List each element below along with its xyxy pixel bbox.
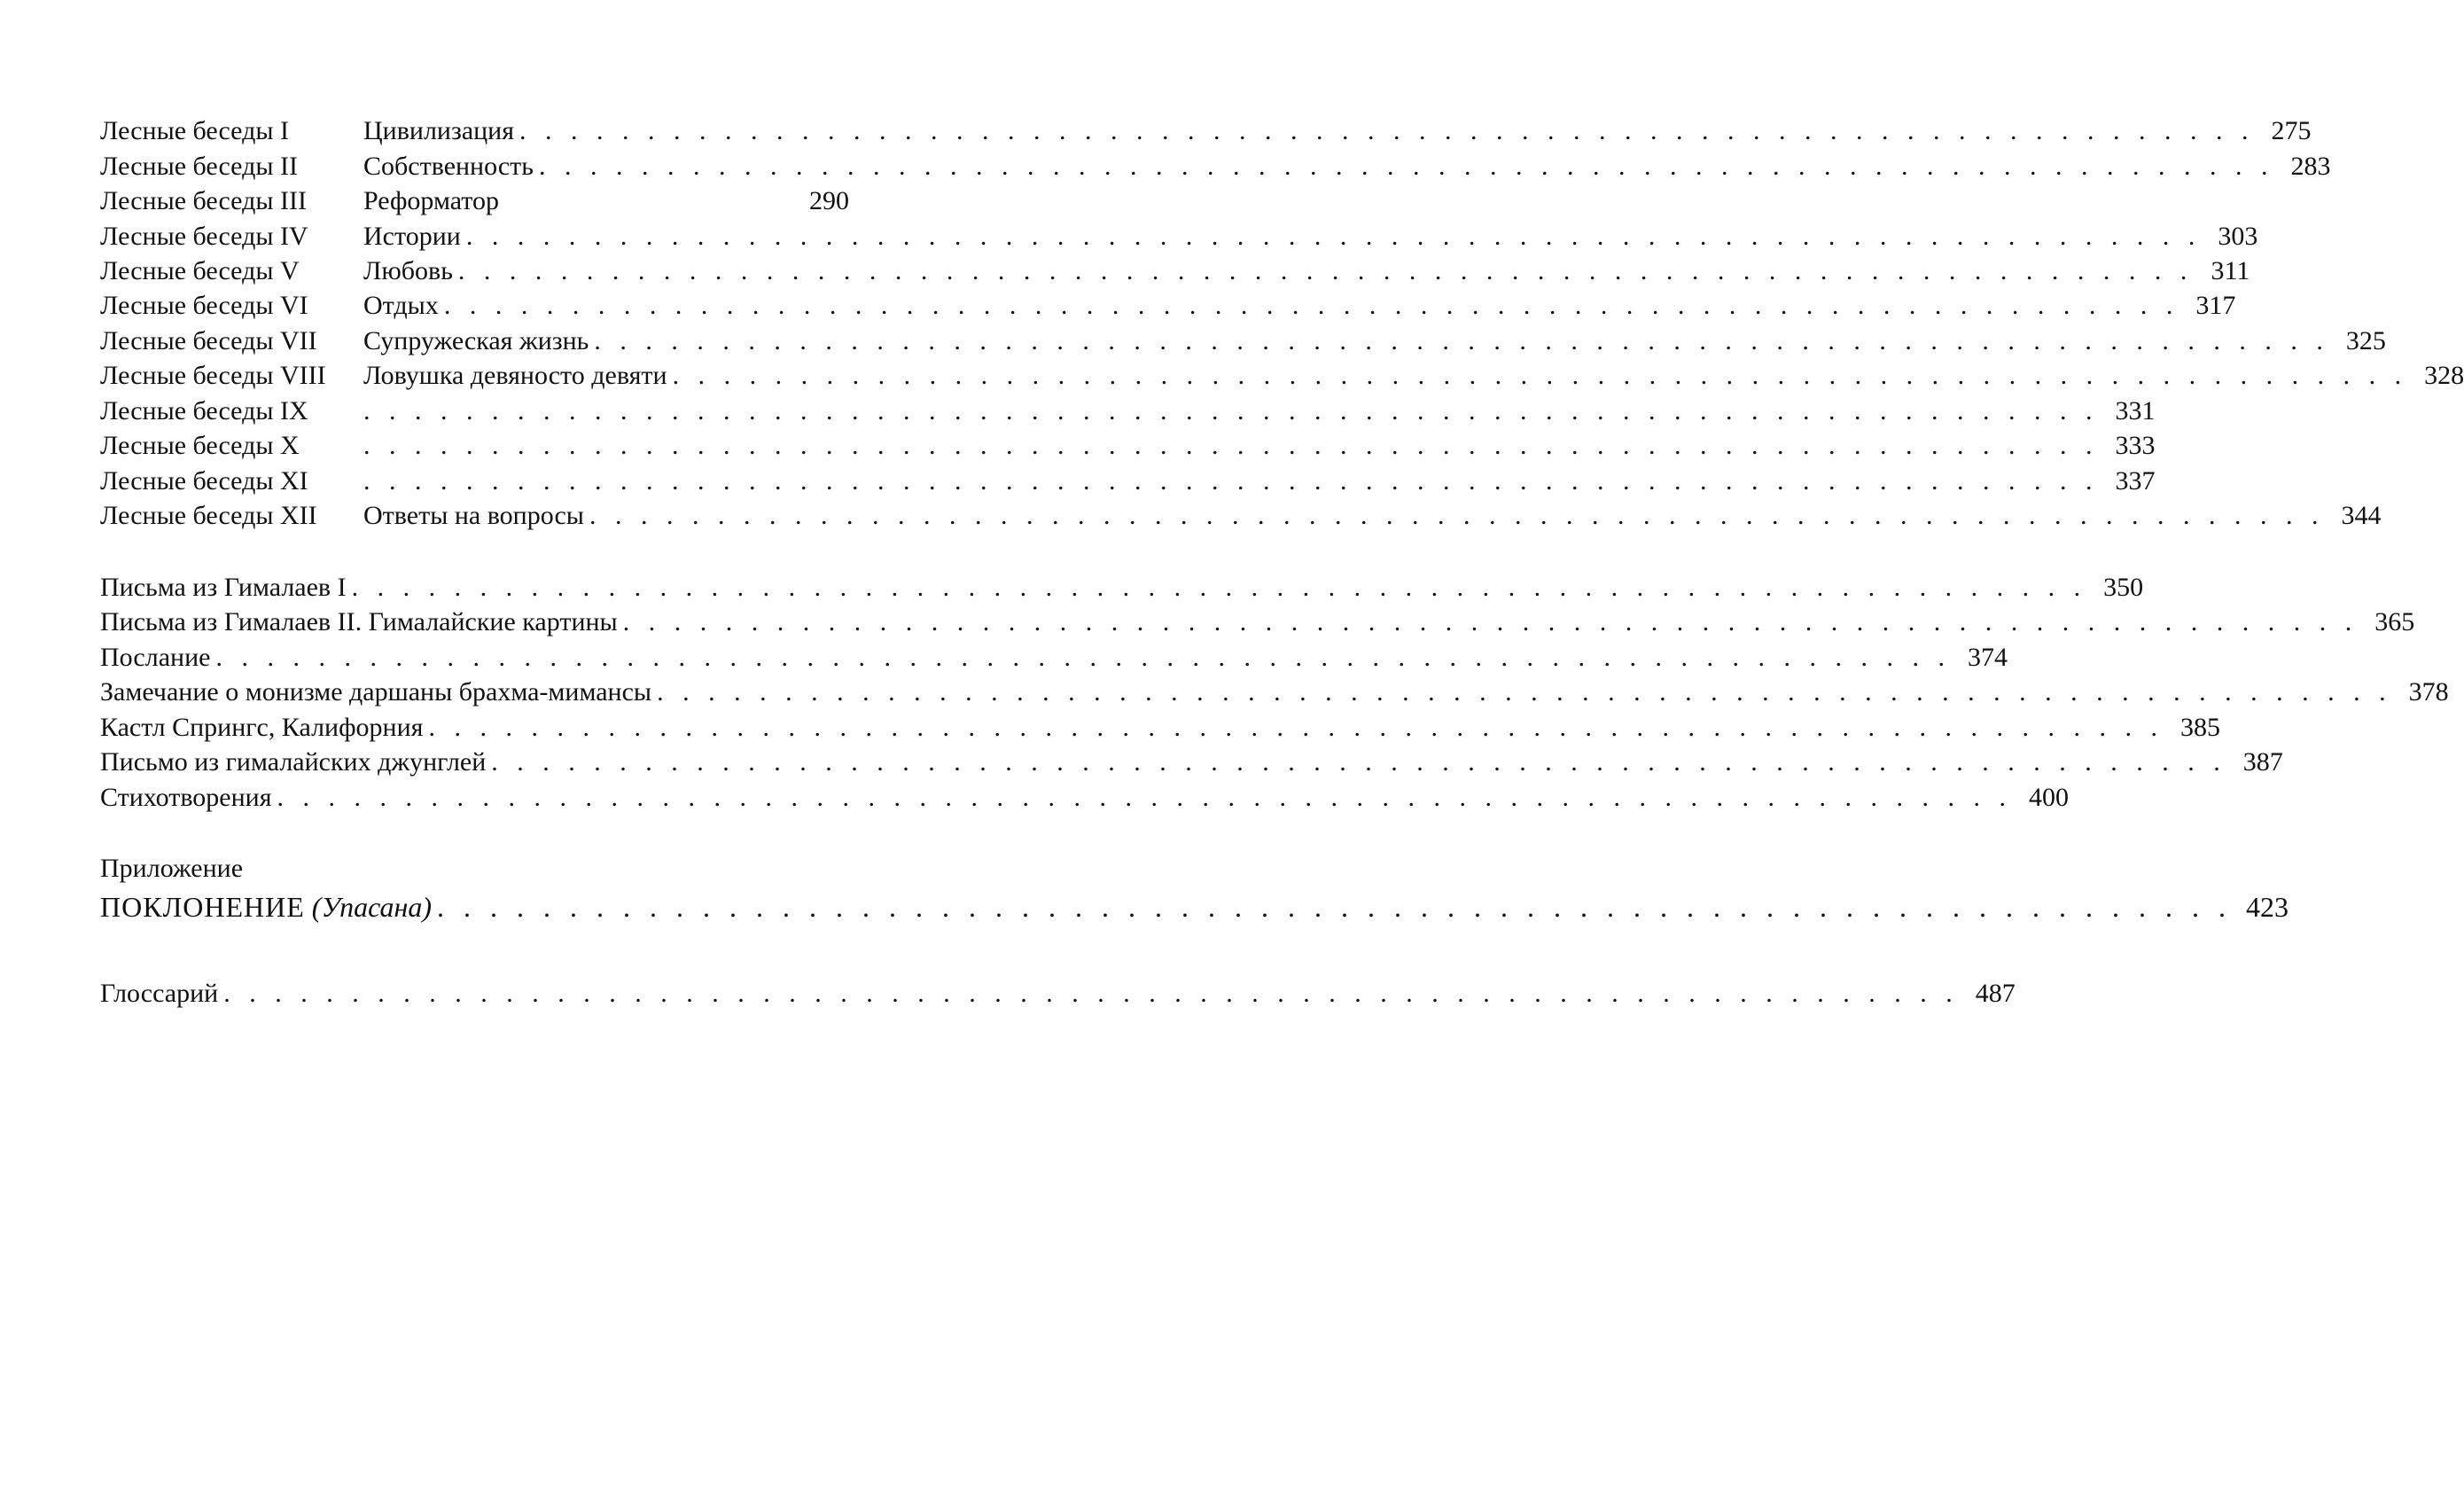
leader-dots: . . . . . . . . . . . . . . . . . . . . . . . . . . . . . . . . . . . . . . . . . . . . . . . . . . . . . . . . . . . . . . . . . . . .: [672, 361, 2408, 390]
toc-row-forest-talk-11[interactable]: [100, 464, 2156, 499]
toc-row-forest-talk-6[interactable]: [100, 288, 2236, 324]
series-label: Лесные беседы IX: [100, 396, 308, 426]
toc-row-forest-talk-3[interactable]: [100, 183, 849, 219]
leader-dots: . . . . . . . . . . . . . . . . . . . . . . . . . . . . . . . . . . . . . . . . . . . . . . . . . . . . . . . . . . . . . . . . . . . .: [223, 979, 1959, 1008]
entry-title: Письма из Гималаев II. Гималайские картины: [100, 605, 623, 640]
page-number: 290: [792, 183, 849, 219]
entry-title: Кастл Спрингс, Калифорния: [100, 710, 428, 746]
page-number: 325: [2329, 324, 2386, 359]
leader-dots: . . . . . . . . . . . . . . . . . . . . . . . . . . . . . . . . . . . . . . . . . . . . . . . . . . . . . . . . . . . . . . . . . . . .: [443, 291, 2179, 320]
toc-row-forest-talk-10[interactable]: [100, 428, 2156, 464]
leader-dots: . . . . . . . . . . . . . . . . . . . . . . . . . . . . . . . . . . . . . . . . . . . . . . . . . . . . . . . . . . . . . . . . . . . .: [215, 643, 1951, 672]
toc-row-letter-6[interactable]: [100, 745, 2283, 780]
series-label: Лесные беседы I: [100, 116, 289, 145]
series-label: Лесные беседы II: [100, 152, 298, 181]
leader-dots: . . . . . . . . . . . . . . . . . . . . . . . . . . . . . . . . . . . . . . . . . . . . . . . . . . . . . . . . . . . . . . . . . . . .: [363, 466, 2099, 496]
page-number: 378: [2392, 675, 2449, 710]
toc-row-forest-talk-2[interactable]: [100, 149, 2331, 184]
page-number: 303: [2201, 219, 2257, 254]
entry-title: Собственность: [363, 149, 539, 184]
series-label: Лесные беседы VII: [100, 326, 317, 355]
appendix-heading: Приложение: [100, 854, 244, 883]
toc-row-forest-talk-4[interactable]: [100, 219, 2258, 254]
leader-dots: . . . . . . . . . . . . . . . . . . . . . . . . . . . . . . . . . . . . . . . . . . . . . . . . . . . . . . . . . . . . . . . . . . . .: [363, 431, 2099, 460]
page-number: 423: [2232, 888, 2289, 925]
leader-dots: . . . . . . . . . . . . . . . . . . . . . . . . . . . . . . . . . . . . . . . . . . . . . . . . . . . . . . . . . . . . . . . . . . . .: [437, 891, 2232, 923]
page-number: 350: [2086, 570, 2143, 605]
page-number: 365: [2358, 605, 2414, 640]
appendix-subtitle: (Упасана): [311, 891, 432, 923]
leader-dots: . . . . . . . . . . . . . . . . . . . . . . . . . . . . . . . . . . . . . . . . . . . . . . . . . . . . . . . . . . . . . . . . . . . .: [351, 573, 2087, 602]
toc-row-letter-7[interactable]: [100, 780, 2070, 816]
entry-title: Послание: [100, 640, 215, 675]
entry-title: Любовь: [363, 254, 458, 289]
page-number: 400: [2012, 780, 2069, 816]
series-label: Лесные беседы VI: [100, 291, 308, 320]
leader-dots: . . . . . . . . . . . . . . . . . . . . . . . . . . . . . . . . . . . . . . . . . . . . . . . . . . . . . . . . . . . . . . . . . . . .: [465, 222, 2202, 251]
toc-row-letter-5[interactable]: [100, 710, 2220, 746]
toc-row-appendix[interactable]: [100, 888, 2289, 925]
entry-title: Супружеская жизнь: [363, 324, 594, 359]
toc-row-letter-2[interactable]: [100, 605, 2415, 640]
leader-dots: . . . . . . . . . . . . . . . . . . . . . . . . . . . . . . . . . . . . . . . . . . . . . . . . . . . . . . . . . . . . . . . . . . . .: [491, 747, 2226, 777]
page-number: 387: [2226, 745, 2283, 780]
entry-title: Ловушка девяносто девяти: [363, 358, 673, 394]
entry-title: Отдых: [363, 288, 444, 324]
series-label: Лесные беседы V: [100, 256, 300, 285]
page-number: 283: [2273, 149, 2330, 184]
series-label: Лесные беседы IV: [100, 222, 308, 251]
entry-title: Цивилизация: [363, 113, 519, 149]
page-number: 344: [2324, 498, 2381, 534]
page-number: 487: [1959, 976, 2016, 1011]
entry-title: Письмо из гималайских джунглей: [100, 745, 491, 780]
leader-dots: . . . . . . . . . . . . . . . . . . . . . . . . . . . . . . . . . . . . . . . . . . . . . . . . . . . . . . . . . . . . . . . . . . . .: [428, 713, 2164, 742]
entry-title: Истории: [363, 219, 466, 254]
page-number: 331: [2099, 394, 2156, 429]
page-number: 311: [2193, 254, 2250, 289]
series-label: Лесные беседы III: [100, 186, 307, 215]
page-number: 374: [1951, 640, 2008, 675]
entry-title: Замечание о монизме даршаны брахма-мимансы: [100, 675, 657, 710]
toc-row-glossary[interactable]: [100, 976, 2016, 1011]
toc-row-forest-talk-9[interactable]: [100, 394, 2156, 429]
toc-row-forest-talk-7[interactable]: [100, 324, 2386, 359]
leader-dots: . . . . . . . . . . . . . . . . . . . . . . . . . . . . . . . . . . . . . . . . . . . . . . . . . . . . . . . . . . . . . . . . . . . .: [457, 256, 2194, 285]
leader-dots: . . . . . . . . . . . . . . . . . . . . . . . . . . . . . . . . . . . . . . . . . . . . . . . . . . . . . . . . . . . . . . . . . . . .: [657, 677, 2392, 707]
page-number: 317: [2179, 288, 2235, 324]
entry-title: Глоссарий: [100, 976, 223, 1011]
series-label: Лесные беседы XI: [100, 466, 308, 496]
appendix-title-group: [100, 888, 437, 925]
leader-dots: . . . . . . . . . . . . . . . . . . . . . . . . . . . . . . . . . . . . . . . . . . . . . . . . . . . . . . . . . . . . . . . . . . . .: [538, 152, 2274, 181]
toc-row-forest-talk-8[interactable]: [100, 358, 2464, 394]
leader-dots: . . . . . . . . . . . . . . . . . . . . . . . . . . . . . . . . . . . . . . . . . . . . . . . . . . . . . . . . . . . . . . . . . . . .: [589, 501, 2325, 530]
leader-dots: . . . . . . . . . . . . . . . . . . . . . . . . . . . . . . . . . . . . . . . . . . . . . . . . . . . . . . . . . . . . . . . . . . . .: [363, 396, 2099, 426]
series-label: Лесные беседы X: [100, 431, 300, 460]
toc-row-letter-3[interactable]: [100, 640, 2008, 675]
toc-row-forest-talk-5[interactable]: [100, 254, 2250, 289]
appendix-title: ПОКЛОНЕНИЕ: [100, 891, 305, 923]
page-number: 337: [2099, 464, 2156, 499]
page-number: 385: [2164, 710, 2220, 746]
page-number: 333: [2099, 428, 2156, 464]
leader-dots: . . . . . . . . . . . . . . . . . . . . . . . . . . . . . . . . . . . . . . . . . . . . . . . . . . . . . . . . . . . . . . . . . . . .: [519, 116, 2255, 145]
toc-row-letter-1[interactable]: [100, 570, 2144, 605]
entry-title: Ответы на вопросы: [363, 498, 589, 534]
page-number: 328: [2407, 358, 2464, 394]
page-number: 275: [2255, 113, 2312, 149]
entry-title: Реформатор: [363, 183, 504, 219]
toc-row-forest-talk-1[interactable]: [100, 113, 2312, 149]
toc-row-forest-talk-12[interactable]: [100, 498, 2382, 534]
series-label: Лесные беседы VIII: [100, 361, 326, 390]
leader-dots: . . . . . . . . . . . . . . . . . . . . . . . . . . . . . . . . . . . . . . . . . . . . . . . . . . . . . . . . . . . . . . . . . . . .: [622, 607, 2359, 636]
toc-row-letter-4[interactable]: [100, 675, 2449, 710]
entry-title: Стихотворения: [100, 780, 277, 816]
entry-title: Письма из Гималаев I: [100, 570, 352, 605]
leader-dots: . . . . . . . . . . . . . . . . . . . . . . . . . . . . . . . . . . . . . . . . . . . . . . . . . . . . . . . . . . . . . . . . . . . .: [277, 783, 2013, 812]
leader-dots: . . . . . . . . . . . . . . . . . . . . . . . . . . . . . . . . . . . . . . . . . . . . . . . . . . . . . . . . . . . . . . . . . . . .: [594, 326, 2329, 355]
series-label: Лесные беседы XII: [100, 501, 317, 530]
